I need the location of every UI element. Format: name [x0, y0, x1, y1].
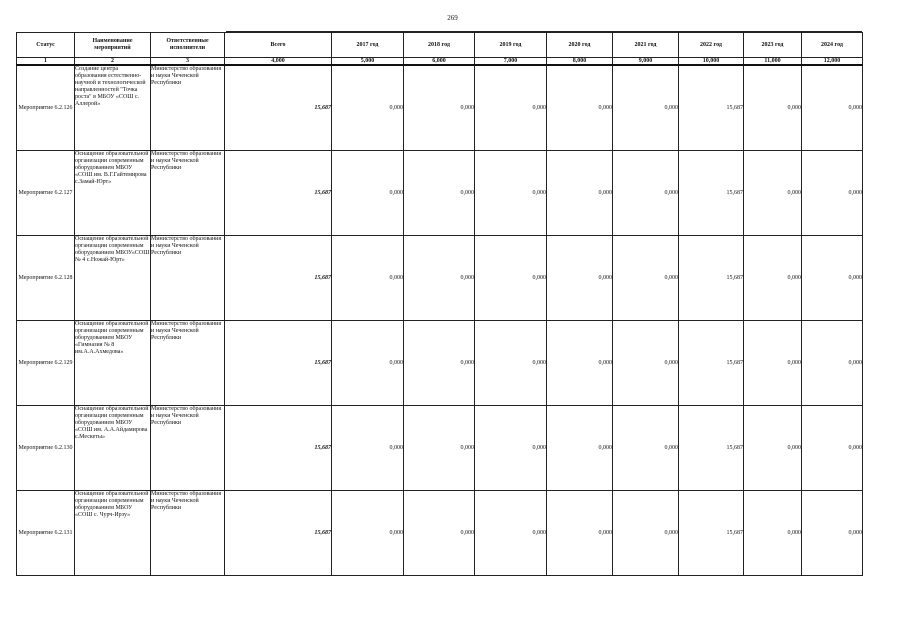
header-2021: 2021 год: [613, 33, 679, 58]
row-executor: Министерство образования и науки Чеченской Республики: [151, 321, 225, 406]
header-total: Всего: [225, 33, 332, 58]
row-value-2020: 0,000: [547, 65, 613, 151]
column-number: 8,000: [547, 58, 613, 66]
row-status: Мероприятие 6.2.130: [17, 406, 75, 491]
table-body: [17, 65, 863, 576]
row-value-2022: 15,687: [679, 491, 744, 576]
row-value-2018: 0,000: [404, 491, 475, 576]
row-status: Мероприятие 6.2.128: [17, 236, 75, 321]
column-number: 3: [151, 58, 225, 66]
row-value-2017: 0,000: [332, 321, 404, 406]
row-value-2022: 15,687: [679, 65, 744, 151]
row-event-name: Оснащение образовательной организации современным оборудованием МБОУ «СОШ им. А.А.Айдамирова с.Мескеты»: [75, 406, 151, 491]
row-value-2019: 0,000: [475, 321, 547, 406]
row-value-2019: 0,000: [475, 236, 547, 321]
row-value-total: 15,687: [225, 491, 332, 576]
budget-table: [16, 32, 863, 576]
row-value-2024: 0,000: [802, 151, 863, 236]
table-row: [17, 236, 863, 321]
column-number: 6,000: [404, 58, 475, 66]
row-executor: Министерство образования и науки Чеченской Республики: [151, 491, 225, 576]
row-value-2023: 0,000: [744, 236, 802, 321]
row-value-2017: 0,000: [332, 491, 404, 576]
row-value-total: 15,687: [225, 65, 332, 151]
row-value-2022: 15,687: [679, 236, 744, 321]
column-number: 2: [75, 58, 151, 66]
header-2018: 2018 год: [404, 33, 475, 58]
row-event-name: Оснащение образовательной организации современным оборудованием МБОУ «СОШ с. Чурч-Ирзу»: [75, 491, 151, 576]
page-number: 269: [447, 14, 458, 22]
row-event-name: Оснащение образовательной организации современным оборудованием МБОУ «Гимназия № 8 им.А.А.Ахмедова»: [75, 321, 151, 406]
row-value-2023: 0,000: [744, 65, 802, 151]
column-number: 11,000: [744, 58, 802, 66]
row-value-total: 15,687: [225, 151, 332, 236]
row-value-2022: 15,687: [679, 406, 744, 491]
row-value-2020: 0,000: [547, 151, 613, 236]
column-number: 12,000: [802, 58, 863, 66]
header-2017: 2017 год: [332, 33, 404, 58]
row-value-2021: 0,000: [613, 406, 679, 491]
row-value-2023: 0,000: [744, 491, 802, 576]
row-status: Мероприятие 6.2.129: [17, 321, 75, 406]
column-number: 7,000: [475, 58, 547, 66]
row-value-total: 15,687: [225, 406, 332, 491]
row-value-2021: 0,000: [613, 236, 679, 321]
column-number: 1: [17, 58, 75, 66]
row-event-name: Оснащение образовательной организации современным оборудованием МБОУ «СОШ им. В.Г.Гайтемирова с.Замай-Юрт»: [75, 151, 151, 236]
row-value-2021: 0,000: [613, 151, 679, 236]
row-value-2017: 0,000: [332, 65, 404, 151]
row-executor: Министерство образования и науки Чеченской Республики: [151, 406, 225, 491]
row-value-2023: 0,000: [744, 321, 802, 406]
header-name: Наименование мероприятий: [75, 33, 151, 58]
header-status: Статус: [17, 33, 75, 58]
column-number: 9,000: [613, 58, 679, 66]
row-value-total: 15,687: [225, 236, 332, 321]
row-value-2018: 0,000: [404, 406, 475, 491]
row-value-2019: 0,000: [475, 491, 547, 576]
row-event-name: Оснащение образовательной организации современным оборудованием МБОУ«СОШ № 4 с.Ножай-Юрт»: [75, 236, 151, 321]
row-value-2023: 0,000: [744, 151, 802, 236]
row-value-2019: 0,000: [475, 151, 547, 236]
header-2023: 2023 год: [744, 33, 802, 58]
row-value-2022: 15,687: [679, 321, 744, 406]
row-value-2018: 0,000: [404, 236, 475, 321]
row-value-2024: 0,000: [802, 491, 863, 576]
row-value-2021: 0,000: [613, 321, 679, 406]
row-value-2024: 0,000: [802, 321, 863, 406]
row-value-2021: 0,000: [613, 65, 679, 151]
table-row: [17, 151, 863, 236]
row-value-2020: 0,000: [547, 321, 613, 406]
row-executor: Министерство образования и науки Чеченской Республики: [151, 65, 225, 151]
row-status: Мероприятие 6.2.127: [17, 151, 75, 236]
row-value-2018: 0,000: [404, 321, 475, 406]
row-value-2022: 15,687: [679, 151, 744, 236]
row-value-2024: 0,000: [802, 65, 863, 151]
column-number: 4,000: [225, 58, 332, 66]
table-row: [17, 491, 863, 576]
table-header-row: [17, 33, 863, 58]
header-2019: 2019 год: [475, 33, 547, 58]
row-status: Мероприятие 6.2.126: [17, 65, 75, 151]
header-2024: 2024 год: [802, 33, 863, 58]
row-value-2023: 0,000: [744, 406, 802, 491]
row-value-2017: 0,000: [332, 151, 404, 236]
row-executor: Министерство образования и науки Чеченской Республики: [151, 151, 225, 236]
row-value-2021: 0,000: [613, 491, 679, 576]
column-number: 5,000: [332, 58, 404, 66]
table-row: [17, 65, 863, 151]
row-value-2020: 0,000: [547, 406, 613, 491]
row-value-2020: 0,000: [547, 491, 613, 576]
row-value-2017: 0,000: [332, 406, 404, 491]
header-executors: Ответственные исполнители: [151, 33, 225, 58]
row-event-name: Создание центра образования естественно-научной и технологической направленностей "Точка роста" в МБОУ «СОШ с. Аллерой»: [75, 65, 151, 151]
column-number-row: [17, 58, 863, 66]
row-executor: Министерство образования и науки Чеченской Республики: [151, 236, 225, 321]
row-value-2019: 0,000: [475, 406, 547, 491]
table-row: [17, 321, 863, 406]
row-value-2017: 0,000: [332, 236, 404, 321]
row-value-2018: 0,000: [404, 151, 475, 236]
row-value-2018: 0,000: [404, 65, 475, 151]
row-value-2019: 0,000: [475, 65, 547, 151]
row-value-2024: 0,000: [802, 406, 863, 491]
header-2022: 2022 год: [679, 33, 744, 58]
row-value-total: 15,687: [225, 321, 332, 406]
row-value-2020: 0,000: [547, 236, 613, 321]
row-status: Мероприятие 6.2.131: [17, 491, 75, 576]
row-value-2024: 0,000: [802, 236, 863, 321]
column-number: 10,000: [679, 58, 744, 66]
header-2020: 2020 год: [547, 33, 613, 58]
table-row: [17, 406, 863, 491]
